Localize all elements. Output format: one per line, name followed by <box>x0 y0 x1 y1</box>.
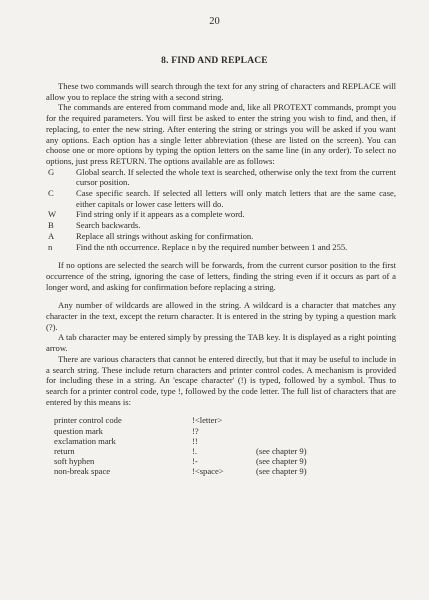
code-name: non-break space <box>54 466 111 477</box>
code-row <box>46 456 396 466</box>
code-note <box>256 415 396 425</box>
code-row <box>46 446 396 456</box>
code-name: exclamation mark <box>54 435 116 446</box>
code-note <box>256 436 396 446</box>
option-letter: W <box>48 209 57 220</box>
option-description: Find string only if it appears as a complete word. <box>76 209 245 220</box>
page-number: 20 <box>209 16 220 27</box>
option-item <box>46 242 396 253</box>
code-note <box>256 426 396 436</box>
option-letter: C <box>48 188 54 199</box>
option-letter: B <box>48 220 54 231</box>
code-entry: !<space> <box>192 466 224 477</box>
tab-paragraph: A tab character may be entered simply by pressing the TAB key. It is displayed as a right pointing arrow. <box>46 332 396 354</box>
code-entry: !- <box>192 456 198 467</box>
code-row <box>46 436 396 446</box>
option-item <box>46 188 396 209</box>
code-entry: !? <box>192 425 199 436</box>
intro-paragraph-2: The commands are entered from command mode and, like all PROTEXT commands, prompt you for the required parameters. You will first be asked to enter the string you wish to find, and then, if replacing, to enter the new string. After entering the string or strings you will be asked if you want any options. Each option has a single letter abbreviation (these are listed on the screen). You can choose one or more options by typing the option letters on the same line (in any order). To select no options, just press RETURN. The options available are as follows: <box>46 102 396 166</box>
section-heading: 8. FIND AND REPLACE <box>161 56 268 66</box>
code-name: soft hyphen <box>54 456 95 467</box>
intro-paragraph-1: These two commands will search through the text for any string of characters and REPLACE will allow you to replace the string with a second string. <box>46 81 396 102</box>
option-item <box>46 231 396 242</box>
option-letter: G <box>48 166 55 177</box>
option-description: Global search. If selected the whole text is searched, otherwise only the text from the current cursor position. <box>76 166 396 188</box>
code-name: printer control code <box>54 415 122 426</box>
option-item <box>46 209 396 220</box>
code-note: (see chapter 9) <box>256 445 307 456</box>
code-note: (see chapter 9) <box>256 466 307 477</box>
code-entry: !. <box>192 445 198 456</box>
code-note: (see chapter 9) <box>256 456 307 467</box>
code-row <box>46 466 396 476</box>
wildcard-paragraph: Any number of wildcards are allowed in the string. A wildcard is a character that matches any character in the text, except the return character. It is entered in the string by typing a question mark (?). <box>46 300 396 332</box>
option-item <box>46 167 396 188</box>
escape-codes-table <box>46 415 396 476</box>
option-item <box>46 220 396 231</box>
option-description: Find the nth occurrence. Replace n by the required number between 1 and 255. <box>76 241 348 252</box>
option-letter: A <box>48 230 55 241</box>
code-name: question mark <box>54 425 103 436</box>
code-row <box>46 426 396 436</box>
code-name: return <box>54 445 75 456</box>
options-list <box>46 167 396 253</box>
option-description: Case specific search. If selected all letters will only match letters that are the same case, either capitals or lower case letters will do. <box>76 188 396 209</box>
option-letter: n <box>48 241 53 252</box>
escape-paragraph: There are various characters that cannot be entered directly, but that it may be useful to include in a search string. These include return characters and printer control codes. A mechanism is provided for including these in a string. An 'escape character' (!) is typed, followed by a symbol. Thus to search for a printer control code, type !, followed by the code letter. The full list of characters that are entered by this means is: <box>46 353 396 407</box>
body-text <box>46 81 396 477</box>
code-entry: !! <box>192 435 198 446</box>
code-entry: !<letter> <box>192 415 223 426</box>
option-description: Search backwards. <box>76 220 141 231</box>
no-options-paragraph: If no options are selected the search will be forwards, from the current cursor position to the first occurrence of the string, ignoring the case of letters, finding the string even if it occurs as part of a longer word, and asking for confirmation before replacing a string. <box>46 260 396 292</box>
option-description: Replace all strings without asking for confirmation. <box>76 230 254 241</box>
code-row <box>46 415 396 425</box>
